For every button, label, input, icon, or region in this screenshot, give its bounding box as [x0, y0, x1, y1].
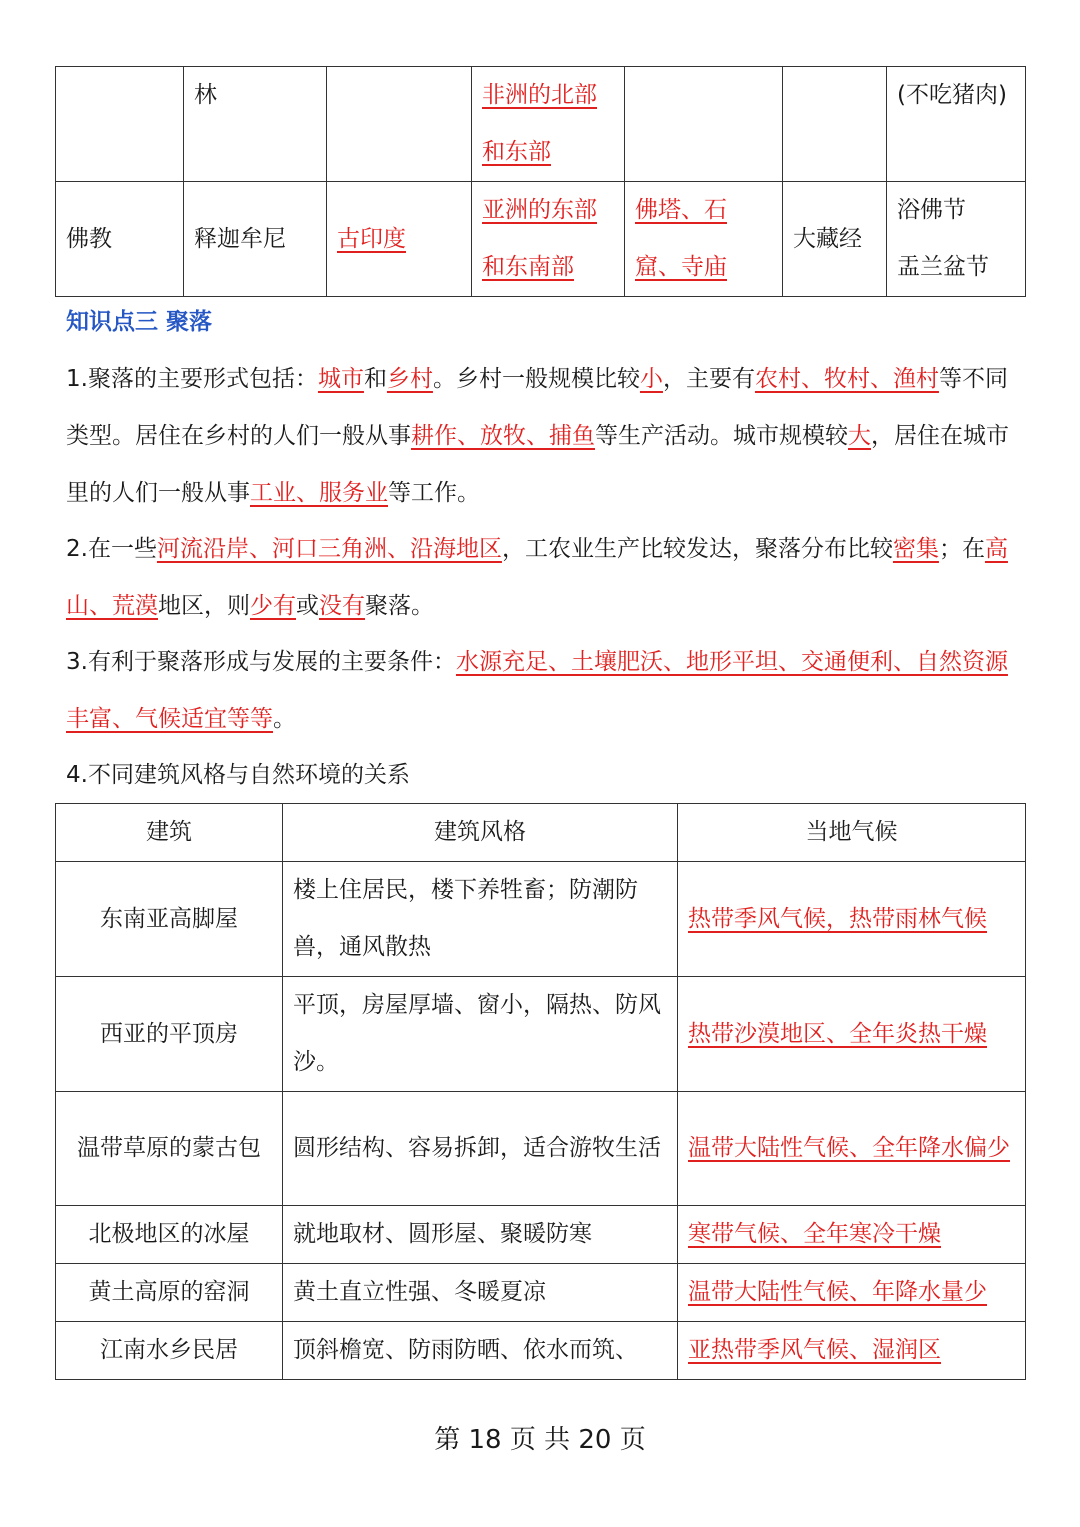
text: 。乡村一般规模比较: [432, 366, 640, 392]
column-header: 建筑: [56, 804, 283, 862]
cell: 圆形结构、容易拆卸，适合游牧生活: [283, 1092, 678, 1206]
cell: 平顶，房屋厚墙、窗小，隔热、防风沙。: [283, 977, 678, 1092]
cell: [327, 67, 472, 182]
answer-text: 温带大陆性气候、年降水量少: [688, 1279, 987, 1305]
column-header: 当地气候: [678, 804, 1026, 862]
cell: [472, 67, 625, 182]
religion-table: [55, 66, 1026, 297]
answer-text: 亚热带季风气候、湿润区: [688, 1337, 941, 1363]
answer-text: 非洲的北部和东部: [482, 82, 597, 165]
answer-text: 寒带气候、全年寒冷干燥: [688, 1221, 941, 1247]
table-row: [56, 1264, 1026, 1322]
cell: 江南水乡民居: [56, 1322, 283, 1380]
text: 或: [296, 593, 319, 619]
text: ，主要有: [662, 366, 755, 392]
cell: [678, 1322, 1026, 1380]
text: ，居住在城市里的人们一般从事: [66, 423, 1009, 506]
text: 和: [363, 366, 387, 392]
table-row: [56, 1206, 1026, 1264]
text: 2.在一些: [66, 536, 157, 562]
answer-text: 乡村: [386, 366, 433, 392]
answer-text: 热带沙漠地区、全年炎热干燥: [688, 1020, 987, 1047]
cell: 东南亚高脚屋: [56, 862, 283, 977]
festival-1: 浴佛节: [897, 197, 966, 223]
answer-text: 河流沿岸、河口三角洲、沿海地区: [156, 536, 502, 562]
cell: [625, 67, 783, 182]
text: 3.有利于聚落形成与发展的主要条件：: [66, 649, 456, 675]
cell: [327, 182, 472, 297]
cell: 佛教: [56, 182, 184, 297]
text: ，工农业生产比较发达，聚落分布比较: [501, 536, 893, 562]
table-header-row: [56, 804, 1026, 862]
page-number: 第 18 页 共 20 页: [434, 1425, 646, 1455]
answer-text: 工业、服务业: [250, 480, 388, 506]
answer-text: 水源充足、土壤肥沃、地形平坦、交通便利、自然资源丰富、气候适宜等等: [66, 649, 1008, 732]
cell: 楼上住居民，楼下养牲畜；防潮防兽，通风散热: [283, 862, 678, 977]
cell: [887, 182, 1026, 297]
text: 等生产活动。城市规模较: [595, 423, 848, 449]
text: 等不同类型。居住在乡村的人们一般从事: [66, 366, 1008, 449]
cell: [472, 182, 625, 297]
text: 。: [273, 706, 296, 732]
cell: 林: [184, 67, 327, 182]
cell: 北极地区的冰屋: [56, 1206, 283, 1264]
column-header: 建筑风格: [283, 804, 678, 862]
table-row: [56, 862, 1026, 977]
text: 等工作。: [388, 480, 480, 506]
answer-text: 亚洲的东部和东南部: [482, 197, 597, 280]
cell: [678, 977, 1026, 1092]
cell: [783, 67, 887, 182]
answer-text: 温带大陆性气候、全年降水偏少: [688, 1135, 1010, 1161]
cell: [678, 1092, 1026, 1206]
answer-text: 高山、荒漠: [66, 536, 1008, 619]
answer-text: 古印度: [337, 225, 406, 252]
cell: 释迦牟尼: [184, 182, 327, 297]
answer-text: 佛塔、石窟、寺庙: [635, 197, 727, 280]
cell: 顶斜檐宽、防雨防晒、依水而筑、: [283, 1322, 678, 1380]
cell: (不吃猪肉): [887, 67, 1026, 182]
table-row: [56, 67, 1026, 182]
cell: [56, 67, 184, 182]
cell: [678, 862, 1026, 977]
paragraph-3: [66, 634, 1016, 748]
cell: [625, 182, 783, 297]
answer-text: 耕作、放牧、捕鱼: [411, 423, 595, 449]
paragraph-1: [66, 351, 1016, 522]
table-row: [56, 1092, 1026, 1206]
text: 聚落。: [365, 593, 434, 619]
answer-text: 密集: [892, 536, 939, 562]
text: ；在: [938, 536, 985, 562]
table-row: [56, 182, 1026, 297]
answer-text: 没有: [319, 593, 365, 619]
cell: 西亚的平顶房: [56, 977, 283, 1092]
answer-text: 小: [639, 366, 663, 392]
cell: 就地取材、圆形屋、聚暖防寒: [283, 1206, 678, 1264]
answer-text: 少有: [250, 593, 296, 619]
answer-text: 农村、牧村、渔村: [754, 366, 939, 392]
cell: [678, 1206, 1026, 1264]
festival-2: 盂兰盆节: [897, 254, 989, 280]
table-row: [56, 1322, 1026, 1380]
answer-text: 热带季风气候，热带雨林气候: [688, 905, 987, 932]
text: 1.聚落的主要形式包括：: [66, 366, 318, 392]
cell: 大藏经: [783, 182, 887, 297]
section-heading: 知识点三 聚落: [66, 309, 213, 335]
cell: 温带草原的蒙古包: [56, 1092, 283, 1206]
text: 地区，则: [158, 593, 250, 619]
cell: 黄土高原的窑洞: [56, 1264, 283, 1322]
answer-text: 城市: [317, 366, 364, 392]
answer-text: 大: [848, 423, 871, 449]
paragraph-2: [66, 521, 1016, 635]
building-table: [55, 803, 1026, 1380]
paragraph-4: 4.不同建筑风格与自然环境的关系: [66, 762, 410, 788]
cell: 黄土直立性强、冬暖夏凉: [283, 1264, 678, 1322]
cell: [678, 1264, 1026, 1322]
table-row: [56, 977, 1026, 1092]
